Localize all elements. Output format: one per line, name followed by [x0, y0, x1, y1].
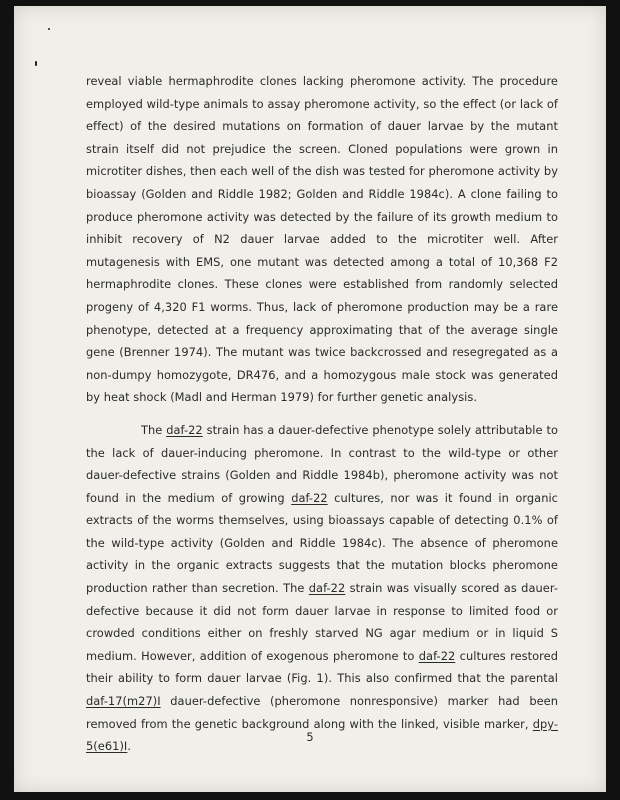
text-run: strain was visually scored as dauer-defective because it did not form dauer larvae in response to limited food or crowded conditions either on freshly starved NG agar medium or in liquid S medium. However, addition of exogenous pheromone to: [86, 581, 558, 663]
gene-name: dpy-5(e61)I: [86, 716, 558, 754]
gene-name: daf-22: [308, 581, 346, 596]
paragraph-2: [86, 419, 558, 758]
document-page: [14, 6, 606, 792]
scan-speck: [48, 28, 50, 30]
text-run: .: [127, 739, 132, 754]
text-run: dauer-defective (pheromone nonresponsive) marker had been removed from the genetic background along with the linked, visible marker,: [86, 694, 558, 731]
text-run: cultures restored their ability to form dauer larvae (Fig. 1). This also confirmed that the parental: [86, 648, 558, 686]
text-run: The: [141, 422, 167, 437]
gene-name: daf-22: [166, 422, 203, 437]
scan-speck: [35, 61, 37, 66]
text-run: cultures, nor was it found in organic extracts of the worms themselves, using bioassays capable of detecting 0.1% of the wild-type activity (Golden and Riddle 1984c). The absence of pheromone activity in the organic extracts suggests that the mutation blocks pheromone production rather than secretion. The: [86, 490, 558, 596]
paragraph-1: reveal viable hermaphrodite clones lacking pheromone activity. The procedure employed wild-type animals to assay pheromone activity, so the effect (or lack of effect) of the desired mutations on formation of dauer larvae by the mutant strain itself did not prejudice the screen. Cloned populations were grown in microtiter dishes, then each well of the dish was tested for pheromone activity by bioassay (Golden and Riddle 1982; Golden and Riddle 1984c). A clone failing to produce pheromone activity was detected by the failure of its growth medium to inhibit recovery of N2 dauer larvae added to the microtiter well. After mutagenesis with EMS, one mutant was detected among a total of 10,368 F2 hermaphrodite clones. These clones were established from randomly selected progeny of 4,320 F1 worms. Thus, lack of pheromone production may be a rare phenotype, detected at a frequency approximating that of the average single gene (Brenner 1974). The mutant was twice backcrossed and resegregated as a non-dumpy homozygote, DR476, and a homozygous male stock was generated by heat shock (Madl and Herman 1979) for further genetic analysis.: [86, 74, 558, 405]
body-text: [86, 70, 558, 768]
text-run: strain has a dauer-defective phenotype solely attributable to the lack of dauer-inducing pheromone. In contrast to the wild-type or other dauer-defective strains (Golden and Riddle 1984b), pheromone activity was not found in the medium of growing: [86, 422, 558, 505]
gene-name: daf-22: [418, 648, 456, 663]
gene-name: daf-22: [291, 490, 328, 505]
gene-name: daf-17(m27)I: [86, 694, 161, 709]
page-number: 5: [306, 730, 314, 744]
